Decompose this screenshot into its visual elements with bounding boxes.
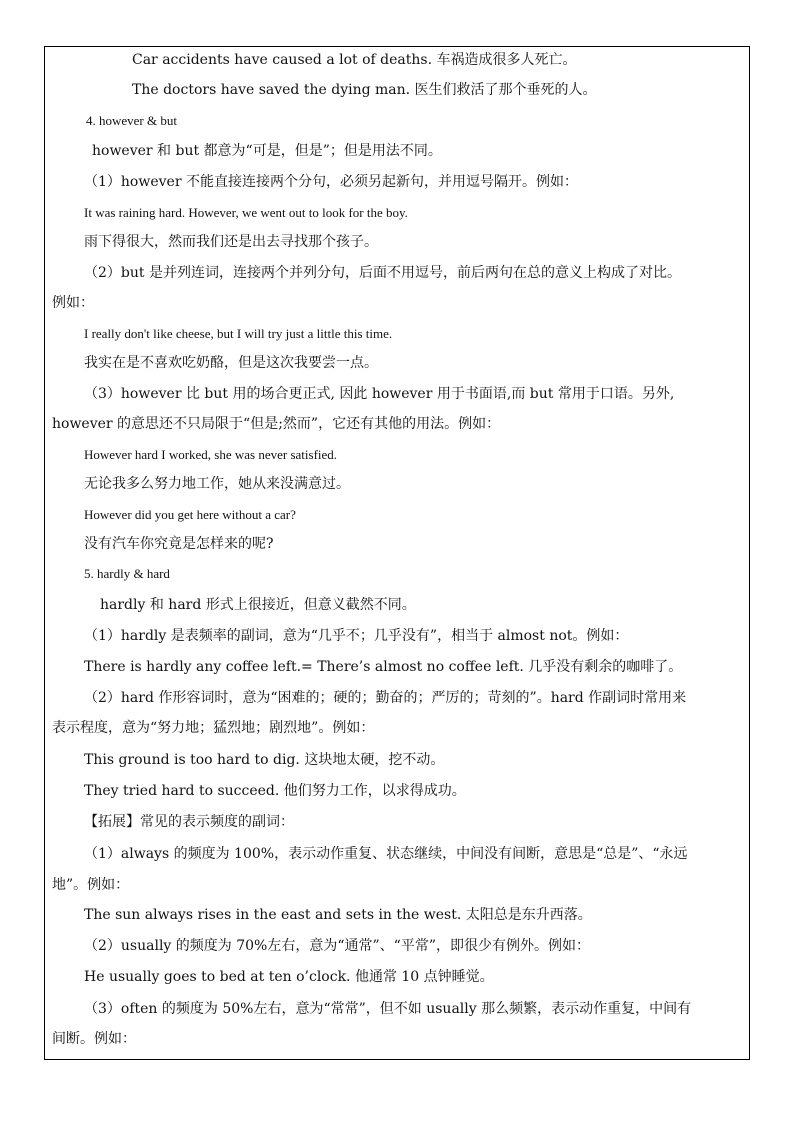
- text-line: The doctors have saved the dying man. 医生们救活了那个垂死的人。: [132, 82, 597, 98]
- text-line: hardly 和 hard 形式上很接近，但意义截然不同。: [100, 597, 416, 613]
- text-line: however 和 but 都意为“可是，但是”；但是用法不同。: [92, 143, 442, 159]
- text-line: Car accidents have caused a lot of deaths. 车祸造成很多人死亡。: [132, 52, 577, 68]
- example-line: They tried hard to succeed. 他们努力工作，以求得成功。: [84, 783, 466, 799]
- text-line: （3）however 比 but 用的场合更正式, 因此 however 用于书面语,而 but 常用于口语。另外,: [84, 386, 675, 402]
- example-line: This ground is too hard to dig. 这块地太硬，挖不动。: [84, 752, 445, 768]
- example-english: However hard I worked, she was never satisfied.: [84, 447, 338, 462]
- example-line: There is hardly any coffee left.= There’s almost no coffee left. 几乎没有剩余的咖啡了。: [84, 659, 683, 675]
- text-line: （1）however 不能直接连接两个分句，必须另起新句，并用逗号隔开。例如：: [84, 174, 578, 190]
- example-english: It was raining hard. However, we went out to look for the boy.: [84, 205, 408, 220]
- section-heading: 4. however & but: [86, 113, 177, 128]
- text-line: 地”。例如：: [52, 877, 130, 893]
- example-english: I really don't like cheese, but I will try just a little this time.: [84, 326, 393, 341]
- example-english: However did you get here without a car?: [84, 507, 296, 522]
- example-line: He usually goes to bed at ten o’clock. 他通常 10 点钟睡觉。: [84, 969, 494, 985]
- example-chinese: 我实在是不喜欢吃奶酪，但是这次我要尝一点。: [84, 355, 378, 371]
- text-line: however 的意思还不只局限于“但是;然而”，它还有其他的用法。例如：: [52, 416, 501, 432]
- text-line: （2）but 是并列连词，连接两个并列分句，后面不用逗号，前后两句在总的意义上构成了对比。: [84, 265, 681, 281]
- example-chinese: 没有汽车你究竟是怎样来的呢?: [84, 536, 274, 552]
- text-line: （1）hardly 是表频率的副词，意为“几乎不；几乎没有”，相当于 almost not。例如：: [84, 628, 629, 644]
- text-line: （2）hard 作形容词时，意为“困难的；硬的；勤奋的；严厉的；苛刻的”。hard 作副词时常用来: [84, 690, 687, 706]
- section-heading: 5. hardly & hard: [84, 566, 170, 581]
- extension-heading: 【拓展】常见的表示频度的副词：: [84, 814, 294, 830]
- text-line: 例如：: [52, 295, 94, 311]
- text-line: 间断。例如：: [52, 1031, 136, 1047]
- text-line: 表示程度，意为“努力地；猛烈地；剧烈地”。例如：: [52, 720, 375, 736]
- example-chinese: 无论我多么努力地工作，她从来没满意过。: [84, 476, 350, 492]
- text-line: （1）always 的频度为 100%，表示动作重复、状态继续，中间没有间断，意思是“总是”、“永远: [84, 846, 688, 862]
- text-line: （3）often 的频度为 50%左右，意为“常常”，但不如 usually 那么频繁，表示动作重复，中间有: [84, 1001, 692, 1017]
- example-chinese: 雨下得很大，然而我们还是出去寻找那个孩子。: [84, 234, 378, 250]
- example-line: The sun always rises in the east and sets in the west. 太阳总是东升西落。: [84, 907, 592, 923]
- text-line: （2）usually 的频度为 70%左右，意为“通常”、“平常”，即很少有例外。例如：: [84, 938, 590, 954]
